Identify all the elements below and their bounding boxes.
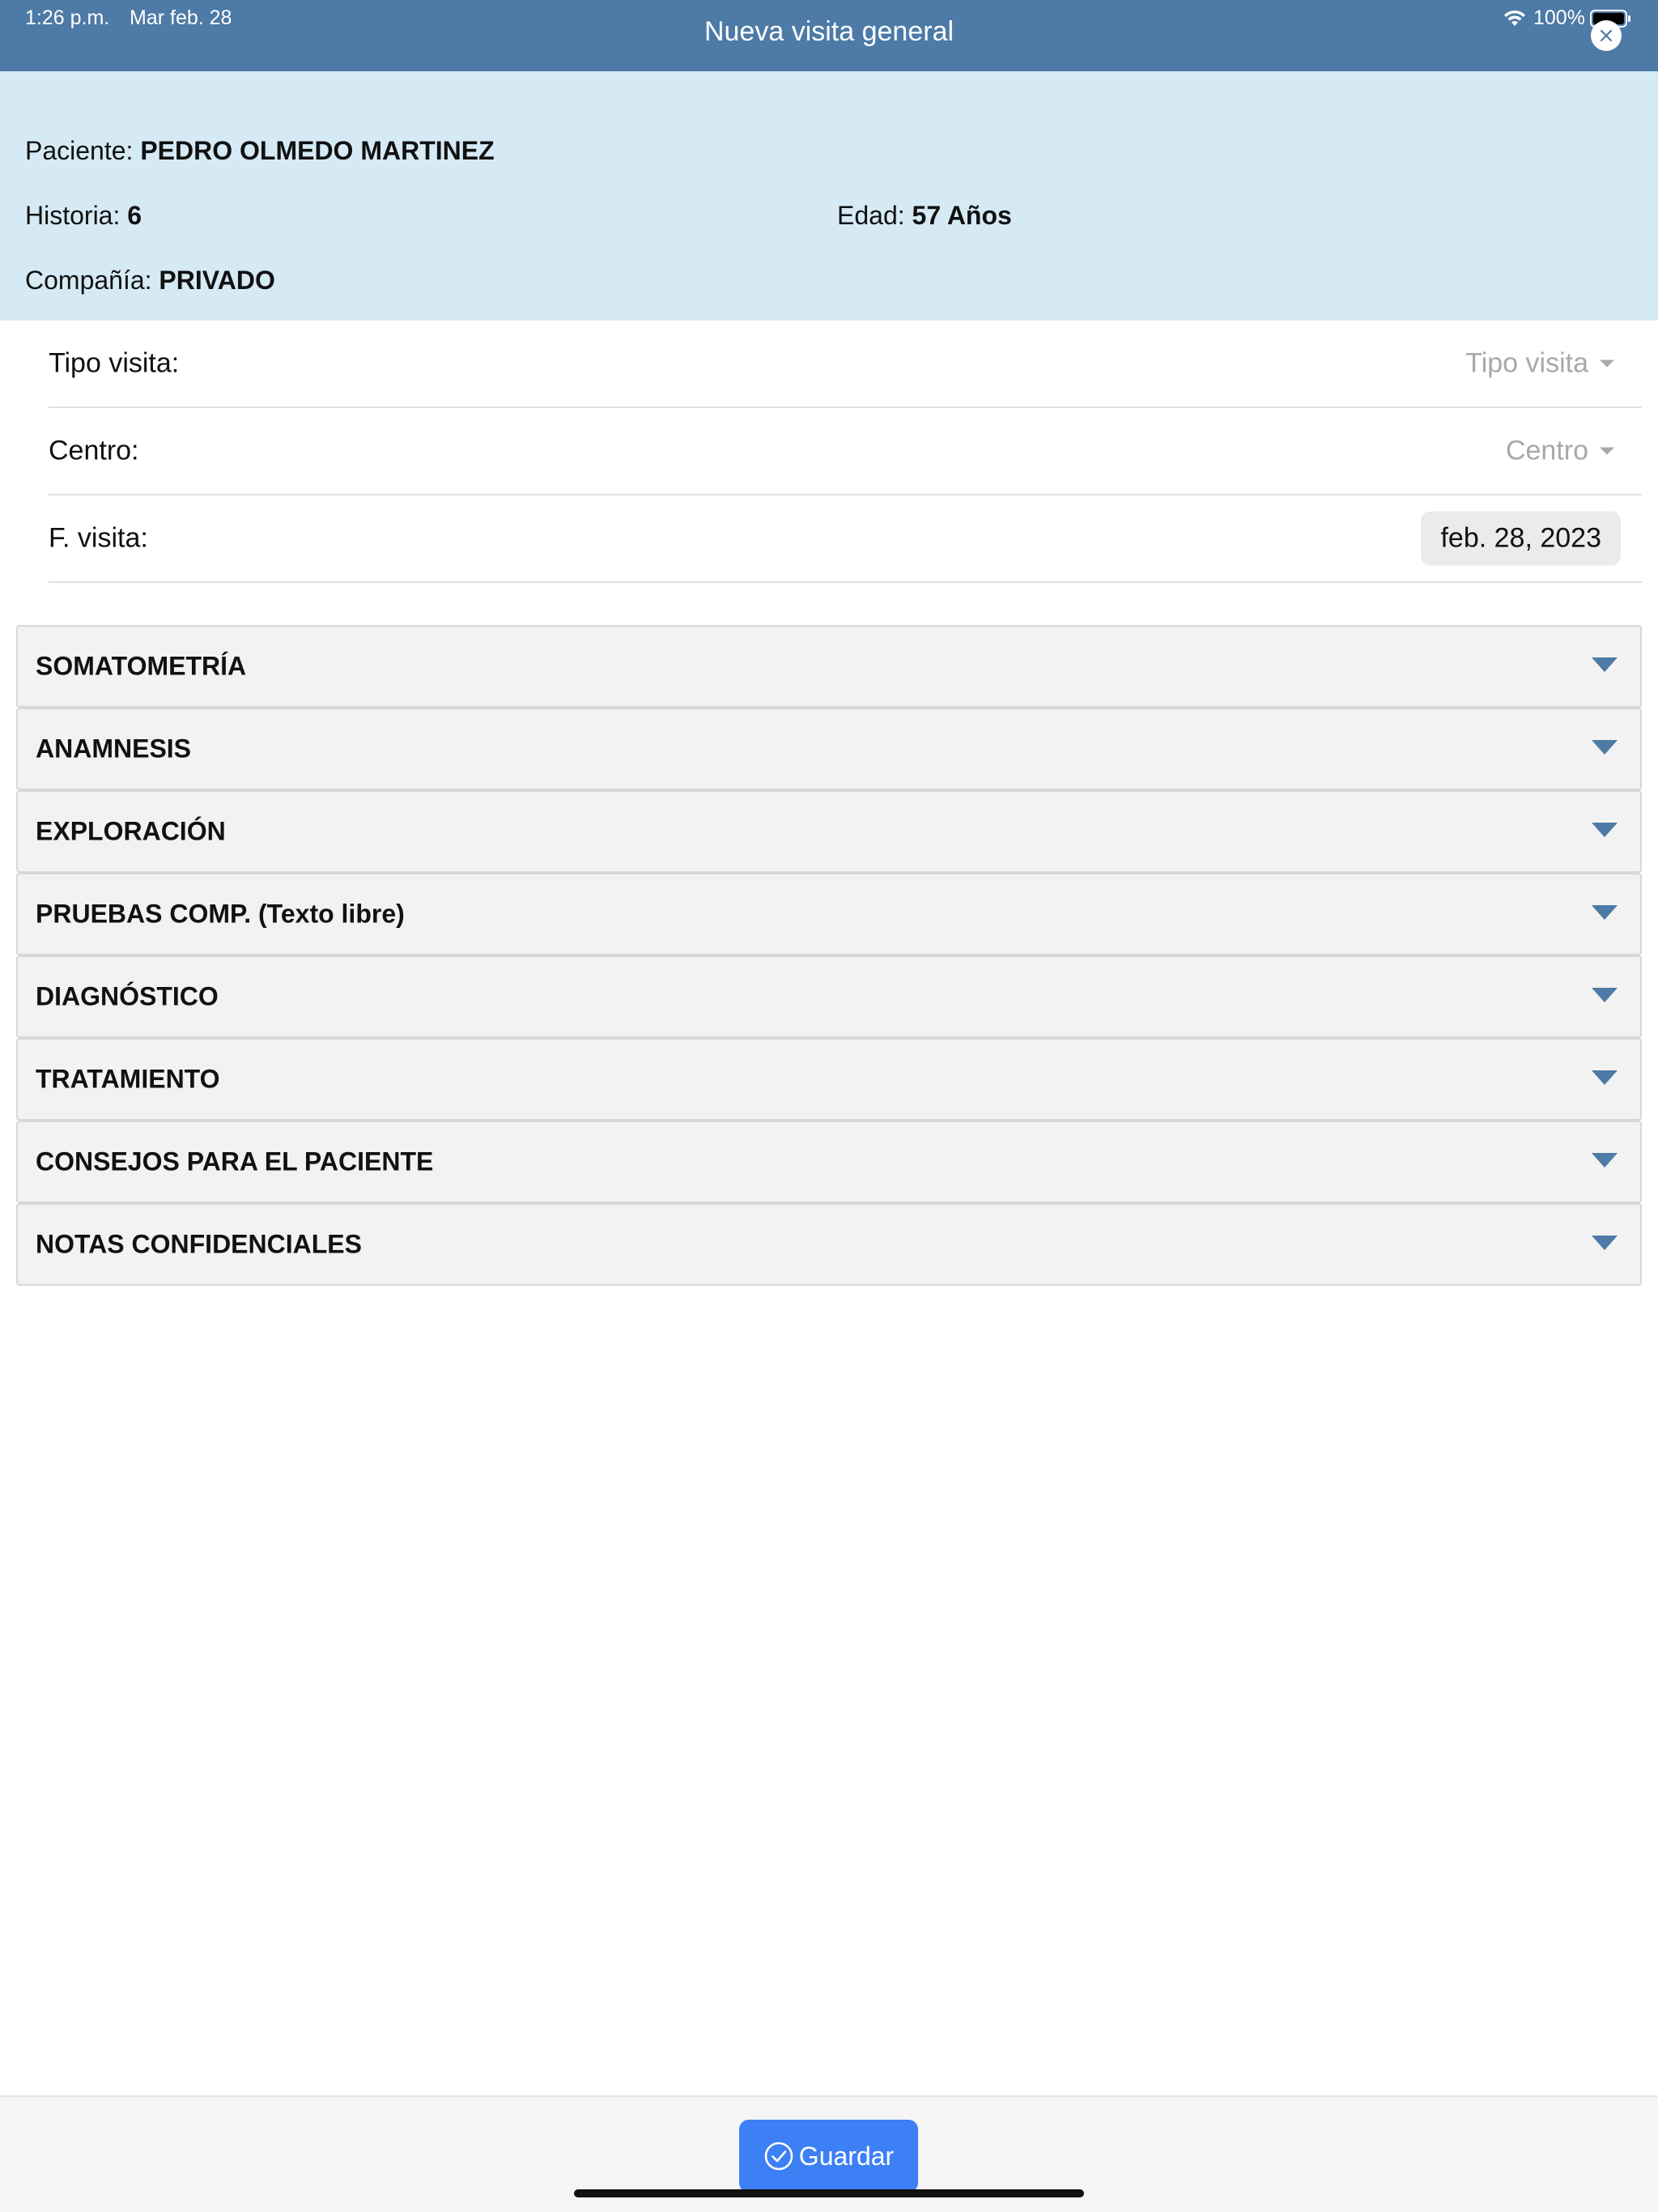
section-diagnostico[interactable]	[16, 955, 1642, 1038]
section-label: DIAGNÓSTICO	[36, 981, 219, 1011]
patient-company-value: PRIVADO	[159, 266, 275, 295]
patient-age-value: 57 Años	[912, 201, 1012, 230]
status-date: Mar feb. 28	[130, 6, 232, 29]
close-icon	[1599, 28, 1613, 43]
patient-info-panel	[0, 71, 1658, 321]
chevron-down-icon	[1592, 988, 1618, 1002]
section-label: TRATAMIENTO	[36, 1064, 220, 1094]
patient-history-value: 6	[127, 201, 142, 230]
chevron-down-icon	[1592, 905, 1618, 920]
patient-age-line	[837, 201, 1012, 231]
check-circle-icon	[763, 2141, 794, 2172]
save-button-label: Guardar	[798, 2141, 895, 2171]
section-consejos[interactable]	[16, 1121, 1642, 1203]
caret-down-icon	[1600, 448, 1614, 455]
section-label: ANAMNESIS	[36, 734, 192, 764]
chevron-down-icon	[1592, 657, 1618, 672]
wifi-icon	[1503, 8, 1527, 28]
visit-type-select[interactable]	[1465, 348, 1614, 380]
visit-type-label: Tipo visita:	[49, 347, 180, 379]
patient-history-label: Historia:	[25, 201, 121, 230]
header-bar	[0, 0, 1658, 71]
visit-type-row	[49, 321, 1642, 408]
section-anamnesis[interactable]	[16, 708, 1642, 790]
home-indicator	[574, 2189, 1084, 2197]
section-label: CONSEJOS PARA EL PACIENTE	[36, 1146, 434, 1176]
patient-name-line	[25, 136, 495, 166]
visit-type-placeholder: Tipo visita	[1465, 347, 1588, 379]
page-title: Nueva visita general	[704, 16, 954, 47]
section-label: NOTAS CONFIDENCIALES	[36, 1229, 362, 1259]
status-time: 1:26 p.m.	[25, 6, 110, 29]
section-tratamiento[interactable]	[16, 1038, 1642, 1121]
visit-date-label: F. visita:	[49, 522, 148, 554]
save-button[interactable]	[739, 2120, 918, 2193]
patient-age-label: Edad:	[837, 201, 905, 230]
chevron-down-icon	[1592, 1236, 1618, 1250]
caret-down-icon	[1600, 360, 1614, 368]
battery-percent: 100%	[1533, 6, 1585, 29]
center-select[interactable]	[1506, 436, 1614, 467]
sections-accordion	[16, 625, 1640, 1286]
patient-history-line	[25, 201, 142, 231]
center-placeholder: Centro	[1505, 435, 1588, 466]
section-somatometria[interactable]	[16, 625, 1642, 708]
section-label: SOMATOMETRÍA	[36, 651, 247, 681]
chevron-down-icon	[1592, 823, 1618, 837]
center-row	[49, 408, 1642, 496]
chevron-down-icon	[1592, 1070, 1618, 1085]
patient-company-label: Compañía:	[25, 266, 152, 295]
center-label: Centro:	[49, 435, 139, 466]
section-pruebas-comp[interactable]	[16, 873, 1642, 955]
visit-date-picker[interactable]: feb. 28, 2023	[1421, 512, 1621, 566]
patient-name-value: PEDRO OLMEDO MARTINEZ	[140, 136, 495, 165]
chevron-down-icon	[1592, 740, 1618, 755]
close-button[interactable]	[1591, 20, 1622, 51]
section-exploracion[interactable]	[16, 790, 1642, 873]
section-notas-confidenciales[interactable]	[16, 1203, 1642, 1286]
visit-date-row	[49, 496, 1642, 583]
chevron-down-icon	[1592, 1153, 1618, 1168]
section-label: EXPLORACIÓN	[36, 816, 226, 846]
section-label: PRUEBAS COMP. (Texto libre)	[36, 899, 405, 929]
patient-name-label: Paciente:	[25, 136, 134, 165]
patient-company-line	[25, 266, 275, 296]
